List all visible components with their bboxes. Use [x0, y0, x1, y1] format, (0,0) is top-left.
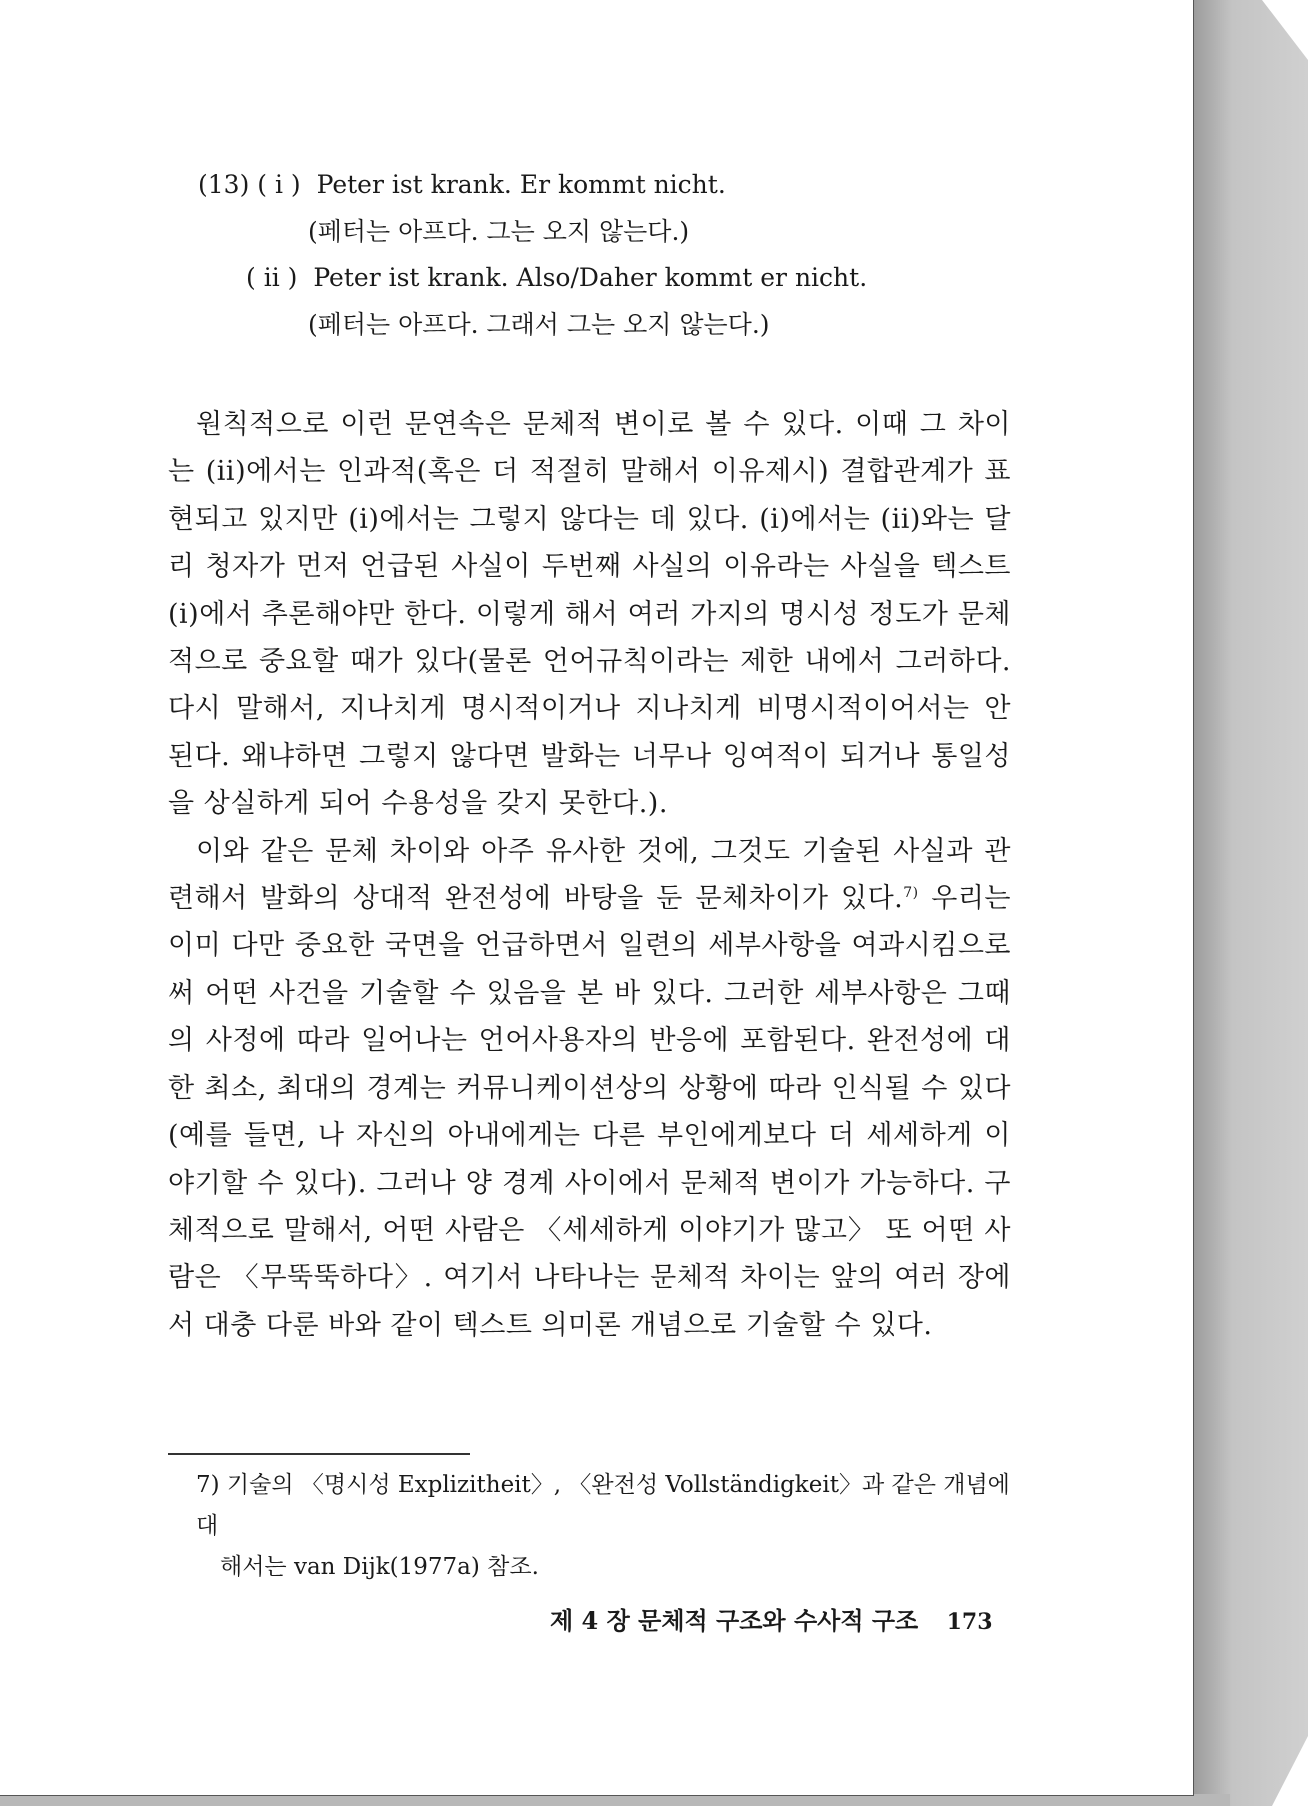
example-13-i-line [198, 170, 726, 200]
page-number: 173 [946, 1609, 993, 1635]
paragraph-2-part-b: 우리는 이미 다만 중요한 국면을 언급하면서 일련의 세부사항을 여과시킴으로써 어떤 사건을 기술할 수 있음을 본 바 있다. 그러한 세부사항은 그때의 사정에 따라 일어나는 언어사용자의 반응에 포함된다. 완전성에 대한 최소, 최대의 경계는 커뮤니케이션상의 상황에 따라 인식될 수 있다(예를 들면, 나 자신의 아내에게는 다른 부인에게보다 더 세세하게 이야기할 수 있다). 그러나 양 경계 사이에서 문체적 변이가 가능하다. 구체적으로 말해서, 어떤 사람은 〈세세하게 이야기가 많고〉 또 어떤 사람은 〈무뚝뚝하다〉. 여기서 나타나는 문체적 차이는 앞의 여러 장에서 대충 다룬 바와 같이 텍스트 의미론 개념으로 기술할 수 있다. [168, 883, 1011, 1341]
footnote-divider [168, 1453, 470, 1455]
paragraph-2-part-a: 이와 같은 문체 차이와 아주 유사한 것에, 그것도 기술된 사실과 관련해서 발화의 상대적 완전성에 바탕을 둔 문체차이가 있다. [168, 835, 1011, 915]
footnote-7-line-1: 7) 기술의 〈명시성 Explizitheit〉, 〈완전성 Vollständigkeit〉과 같은 개념에 대 [196, 1472, 1010, 1539]
book-edge-right [1192, 0, 1308, 1806]
example-13-i-german: Peter ist krank. Er kommt nicht. [316, 170, 726, 199]
example-13-i-translation: (페터는 아프다. 그는 오지 않는다.) [308, 217, 690, 246]
footnote-7-line-2: 해서는 van Dijk(1977a) 참조. [220, 1554, 539, 1580]
paragraph-1: 원칙적으로 이런 문연속은 문체적 변이로 볼 수 있다. 이때 그 차이는 (ii)에서는 인과적(혹은 더 적절히 말해서 이유제시) 결합관계가 표현되고 있지만 (i)에서는 그렇지 않다는 데 있다. (i)에서는 (ii)와는 달리 청자가 먼저 언급된 사실이 두번째 사실의 이유라는 사실을 텍스트 (i)에서 추론해야만 한다. 이렇게 해서 여러 가지의 명시성 정도가 문체적으로 중요할 때가 있다(물론 언어규칙이라는 제한 내에서 그러하다. 다시 말해서, 지나치게 명시적이거나 지나치게 비명시적이어서는 안 된다. 왜냐하면 그렇지 않다면 발화는 너무나 잉여적이 되거나 통일성을 상실하게 되어 수용성을 갖지 못한다.). [168, 409, 1011, 820]
example-13-ii-line [246, 263, 867, 293]
paragraph-2 [168, 828, 1011, 1349]
example-13-ii-translation: (페터는 아프다. 그래서 그는 오지 않는다.) [308, 310, 770, 339]
body-text [168, 401, 1011, 1349]
example-13-i-marker: (13) ( i ) [198, 170, 301, 199]
running-footer-chapter: 제 4 장 문체적 구조와 수사적 구조 [550, 1606, 919, 1635]
example-13-ii-marker: ( ii ) [246, 263, 298, 292]
footnote-reference-7: 7) [903, 885, 919, 902]
running-footer [550, 1606, 993, 1637]
example-13-ii-german: Peter ist krank. Also/Daher kommt er nicht. [313, 263, 868, 292]
footnote-7 [196, 1465, 1016, 1588]
